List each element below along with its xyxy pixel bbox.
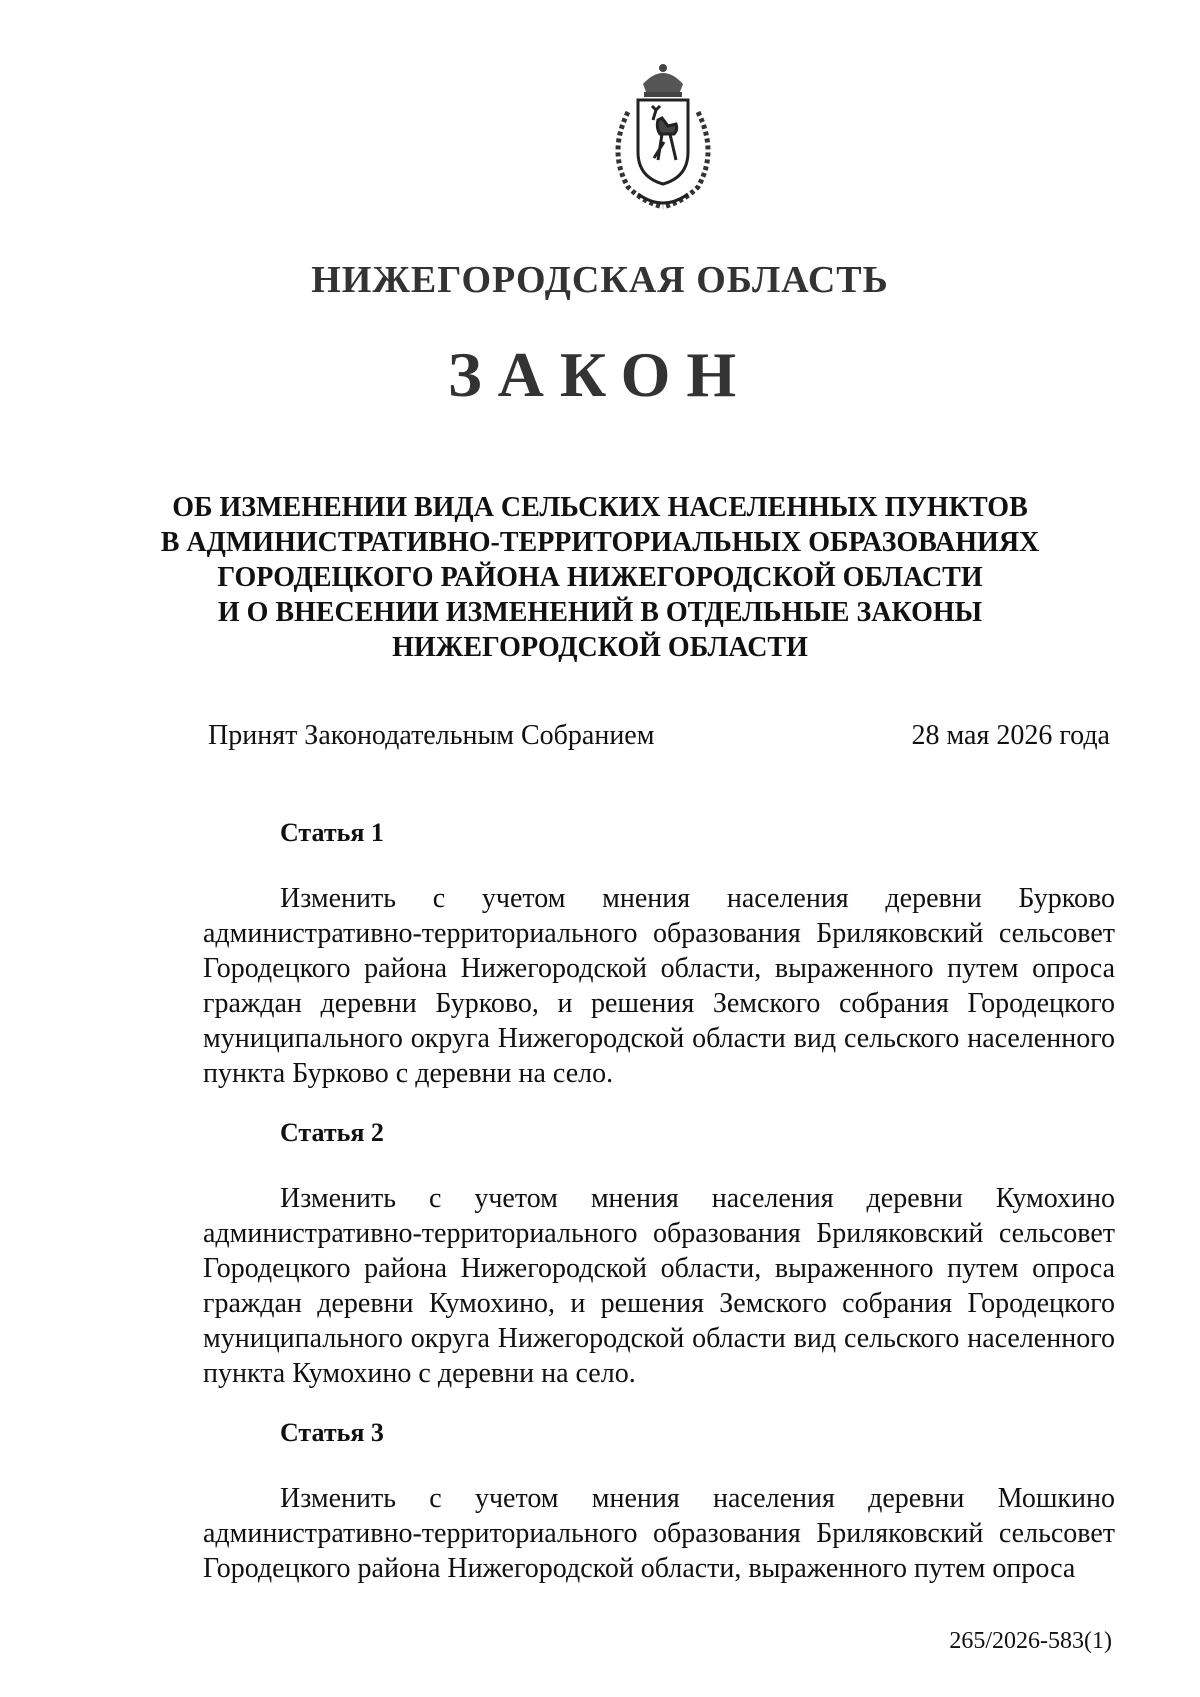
article-paragraph: Изменить с учетом мнения населения деревни Мошкино административно-территориального образования Бриляковский сельсовет Городецкого района Нижегородской области, выраженного путем опроса [203, 1483, 1115, 1584]
law-title-line: ОБ ИЗМЕНЕНИИ ВИДА СЕЛЬСКИХ НАСЕЛЕННЫХ ПУНКТОВ [172, 492, 1028, 523]
coat-of-arms-emblem [598, 62, 728, 212]
article-heading: Статья 2 [280, 1118, 384, 1147]
adoption-date: 28 мая 2026 года [911, 720, 1110, 751]
law-title-line: НИЖЕГОРОДСКОЙ ОБЛАСТИ [392, 632, 808, 663]
law-title-line: ГОРОДЕЦКОГО РАЙОНА НИЖЕГОРОДСКОЙ ОБЛАСТИ [217, 562, 983, 593]
adoption-label: Принят Законодательным Собранием [208, 720, 655, 751]
law-title [0, 490, 1200, 665]
region-heading: НИЖЕГОРОДСКАЯ ОБЛАСТЬ [311, 259, 889, 301]
article-text [203, 1181, 1115, 1391]
article-heading: Статья 3 [280, 1418, 384, 1447]
article-paragraph: Изменить с учетом мнения населения деревни Кумохино административно-территориального образования Бриляковский сельсовет Городецкого района Нижегородской области, выраженного путем опроса граждан деревни Кумохино, и решения Земского собрания Городецкого муниципального округа Нижегородской области вид сельского населенного пункта Кумохино с деревни на село. [203, 1183, 1115, 1389]
article-text [203, 1481, 1115, 1586]
law-title-line: И О ВНЕСЕНИИ ИЗМЕНЕНИЙ В ОТДЕЛЬНЫЕ ЗАКОНЫ [217, 597, 983, 628]
article-text [203, 881, 1115, 1091]
article-paragraph: Изменить с учетом мнения населения деревни Бурково административно-территориального образования Бриляковский сельсовет Городецкого района Нижегородской области, выраженного путем опроса граждан деревни Бурково, и решения Земского собрания Городецкого муниципального округа Нижегородской области вид сельского населенного пункта Бурково с деревни на село. [203, 883, 1115, 1089]
document-type-heading: ЗАКОН [447, 339, 753, 410]
article-heading: Статья 1 [280, 818, 384, 847]
law-title-line: В АДМИНИСТРАТИВНО-ТЕРРИТОРИАЛЬНЫХ ОБРАЗОВАНИЯХ [160, 527, 1040, 558]
document-number: 265/2026-583(1) [949, 1628, 1112, 1654]
